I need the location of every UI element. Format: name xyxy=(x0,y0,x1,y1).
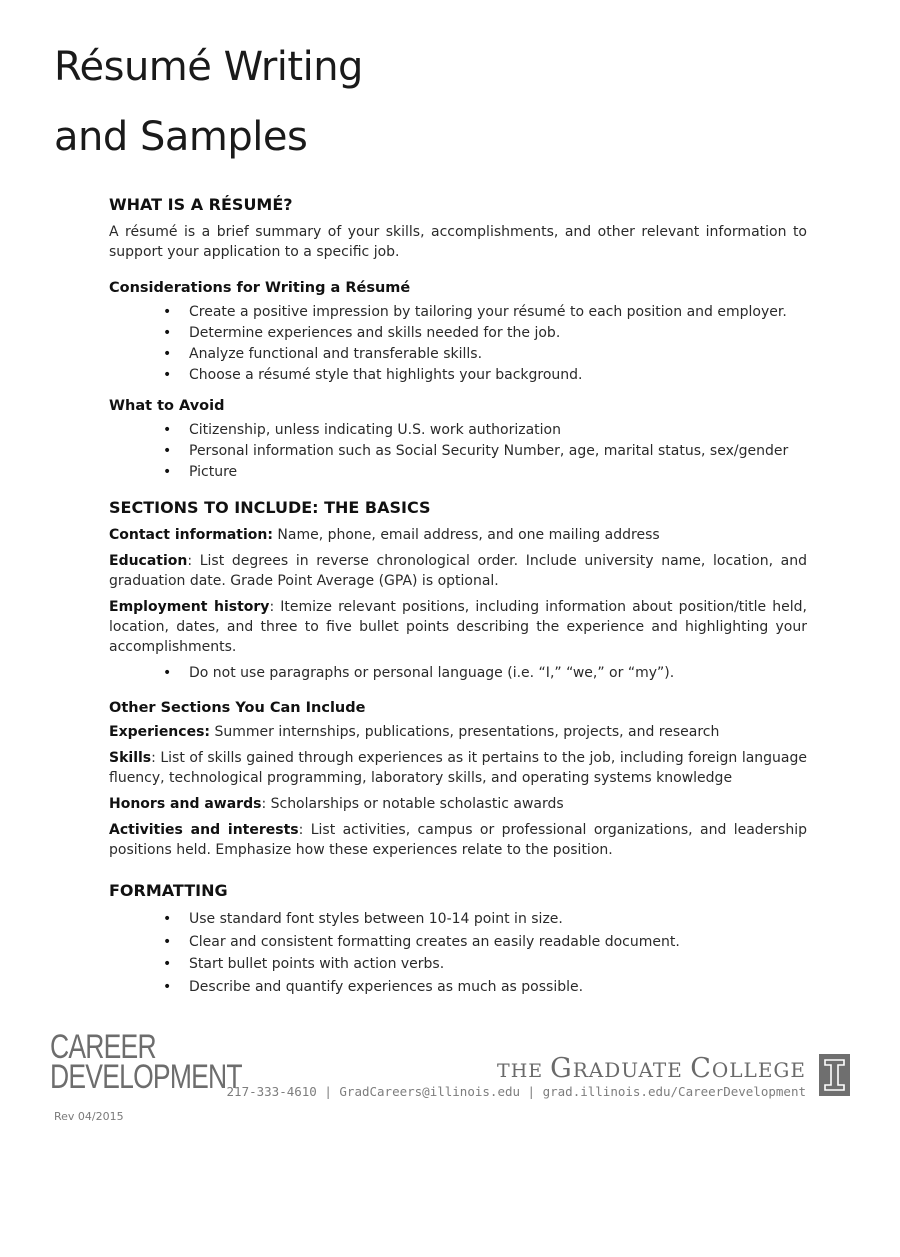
list-item: • Picture xyxy=(189,462,807,483)
illinois-block-i-icon xyxy=(819,1054,850,1096)
honors-label: Honors and awards xyxy=(109,796,262,812)
list-item: • Citizenship, unless indicating U.S. work authorization xyxy=(189,420,807,441)
heading-formatting: FORMATTING xyxy=(109,881,228,900)
skills-text: Skills: List of skills gained through experiences as it pertains to the job, including foreign language fluency, technological programming, laboratory skills, and operating systems knowledge xyxy=(109,750,807,786)
considerations-list xyxy=(109,302,807,386)
list-item: • Start bullet points with action verbs. xyxy=(189,953,807,976)
avoid-list xyxy=(109,420,807,483)
list-item: • Determine experiences and skills needed for the job. xyxy=(189,323,807,344)
employment-list xyxy=(109,663,807,684)
skills-label: Skills xyxy=(109,750,152,766)
document-body xyxy=(109,194,807,998)
logo-line-1: CAREER xyxy=(50,1028,156,1066)
employment-text: Employment history: Itemize relevant positions, including information about position/title held, location, dates, and three to five bullet points describing the experience and highlighting your accomplishments. xyxy=(109,599,807,655)
education-text: Education: List degrees in reverse chronological order. Include university name, location, and graduation date. Grade Point Average (GPA) is optional. xyxy=(109,553,807,589)
experiences-label: Experiences: xyxy=(109,724,211,740)
heading-considerations: Considerations for Writing a Résumé xyxy=(109,280,411,296)
contact-line: 217-333-4610 | GradCareers@illinois.edu | grad.illinois.edu/CareerDevelopment xyxy=(226,1084,806,1099)
title-line-2: and Samples xyxy=(54,114,308,160)
list-item: • Analyze functional and transferable skills. xyxy=(189,344,807,365)
formatting-list xyxy=(109,908,807,998)
graduate-college-name: THE GRADUATE COLLEGE xyxy=(497,1053,806,1084)
activities-label: Activities and interests xyxy=(109,822,299,838)
list-item: • Create a positive impression by tailoring your résumé to each position and employer. xyxy=(189,302,807,323)
career-development-logo xyxy=(50,1028,242,1096)
list-item: • Clear and consistent formatting creates an easily readable document. xyxy=(189,931,807,954)
activities-text: Activities and interests: List activities, campus or professional organizations, and leadership positions held. Emphasize how these experiences relate to the position. xyxy=(109,822,808,858)
document-title xyxy=(54,32,363,172)
honors-text: Honors and awards: Scholarships or notable scholastic awards xyxy=(109,796,564,812)
list-item: • Use standard font styles between 10-14 point in size. xyxy=(189,908,807,931)
contact-info-label: Contact information: xyxy=(109,527,273,543)
what-is-text: A résumé is a brief summary of your skills, accomplishments, and other relevant information to support your application to a specific job. xyxy=(109,224,807,260)
title-line-1: Résumé Writing xyxy=(54,44,363,90)
heading-sections-basics: SECTIONS TO INCLUDE: THE BASICS xyxy=(109,498,431,517)
list-item: • Do not use paragraphs or personal language (i.e. “I,” “we,” or “my”). xyxy=(189,663,807,684)
experiences-text: Experiences: Summer internships, publications, presentations, projects, and research xyxy=(109,724,720,740)
list-item: • Choose a résumé style that highlights your background. xyxy=(189,365,807,386)
heading-what-to-avoid: What to Avoid xyxy=(109,398,225,414)
revision-date: Rev 04/2015 xyxy=(54,1110,124,1123)
employment-label: Employment history xyxy=(109,599,270,615)
list-item: • Personal information such as Social Security Number, age, marital status, sex/gender xyxy=(189,441,807,462)
education-label: Education xyxy=(109,553,188,569)
list-item: • Describe and quantify experiences as much as possible. xyxy=(189,976,807,999)
contact-info-text: Contact information: Name, phone, email address, and one mailing address xyxy=(109,527,660,543)
logo-line-2: DEVELOPMENT xyxy=(50,1058,242,1096)
heading-other-sections: Other Sections You Can Include xyxy=(109,700,366,716)
heading-what-is: WHAT IS A RÉSUMÉ? xyxy=(109,195,293,214)
